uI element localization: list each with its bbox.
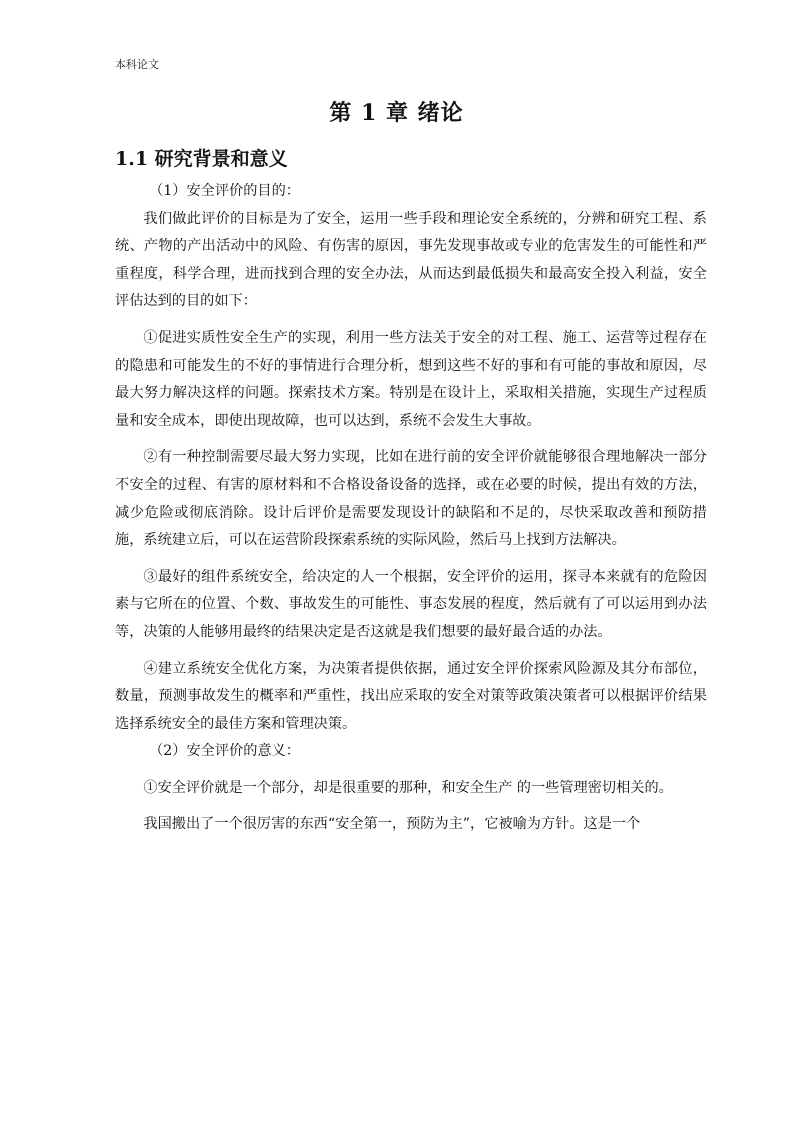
paragraph-item-3: ③最好的组件系统安全，给决定的人一个根据，安全评价的运用，探寻本来就有的危险因素与它所在的位置、个数、事故发生的可能性、事态发展的程度，然后就有了可以运用到办法等，决策的人能够用最终的结果决定是否这就是我们想要的最好最合适的办法。: [115, 568, 707, 640]
paragraph-significance-2: 我国搬出了一个很厉害的东西“安全第一，预防为主”，它被喻为方针。这是一个: [143, 816, 641, 833]
paragraph-item-1: ①促进实质性安全生产的实现，利用一些方法关于安全的对工程、施工、运营等过程存在的隐患和可能发生的不好的事情进行合理分析，想到这些不好的事和有可能的事故和原因，尽最大努力解决这样的问题。探索技术方案。特别是在设计上，采取相关措施，实现生产过程质量和安全成本，即使出现故障，也可以达到，系统不会发生大事故。: [115, 329, 707, 429]
body-text: [115, 178, 707, 839]
paragraph-item-4: ④建立系统安全优化方案，为决策者提供依据，通过安全评价探索风险源及其分布部位，数量，预测事故发生的概率和严重性，找出应采取的安全对策等政策决策者可以根据评价结果选择系统安全的最佳方案和管理决策。: [115, 660, 707, 732]
paragraph-item-2: ②有一种控制需要尽最大努力实现，比如在进行前的安全评价就能够很合理地解决一部分不安全的过程、有害的原材料和不合格设备设备的选择，或在必要的时候，提出有效的方法，减少危险或彻底消除。设计后评价是需要发现设计的缺陷和不足的，尽快采取改善和预防措施，系统建立后，可以在运营阶段探索系统的实际风险，然后马上找到方法解决。: [115, 449, 707, 549]
subheading-significance: （2）安全评价的意义：: [149, 743, 300, 760]
paragraph-significance-1: ①安全评价就是一个部分，却是很重要的那种，和安全生产 的一些管理密切相关的。: [143, 779, 673, 796]
subheading-purpose: （1）安全评价的目的：: [149, 183, 300, 199]
section-heading: 1.1 研究背景和意义: [115, 148, 288, 170]
paragraph-purpose-intro: 我们做此评价的目标是为了安全，运用一些手段和理论安全系统的，分辨和研究工程、系统、产物的产出活动中的风险、有伤害的原因，事先发现事故或专业的危害发生的可能性和严重程度，科学合理，进而找到合理的安全办法，从而达到最低损失和最高安全投入利益，安全评估达到的目的如下：: [115, 210, 707, 310]
chapter-title: 第 1 章 绪论: [329, 100, 464, 126]
running-header: 本科论文: [115, 58, 159, 71]
